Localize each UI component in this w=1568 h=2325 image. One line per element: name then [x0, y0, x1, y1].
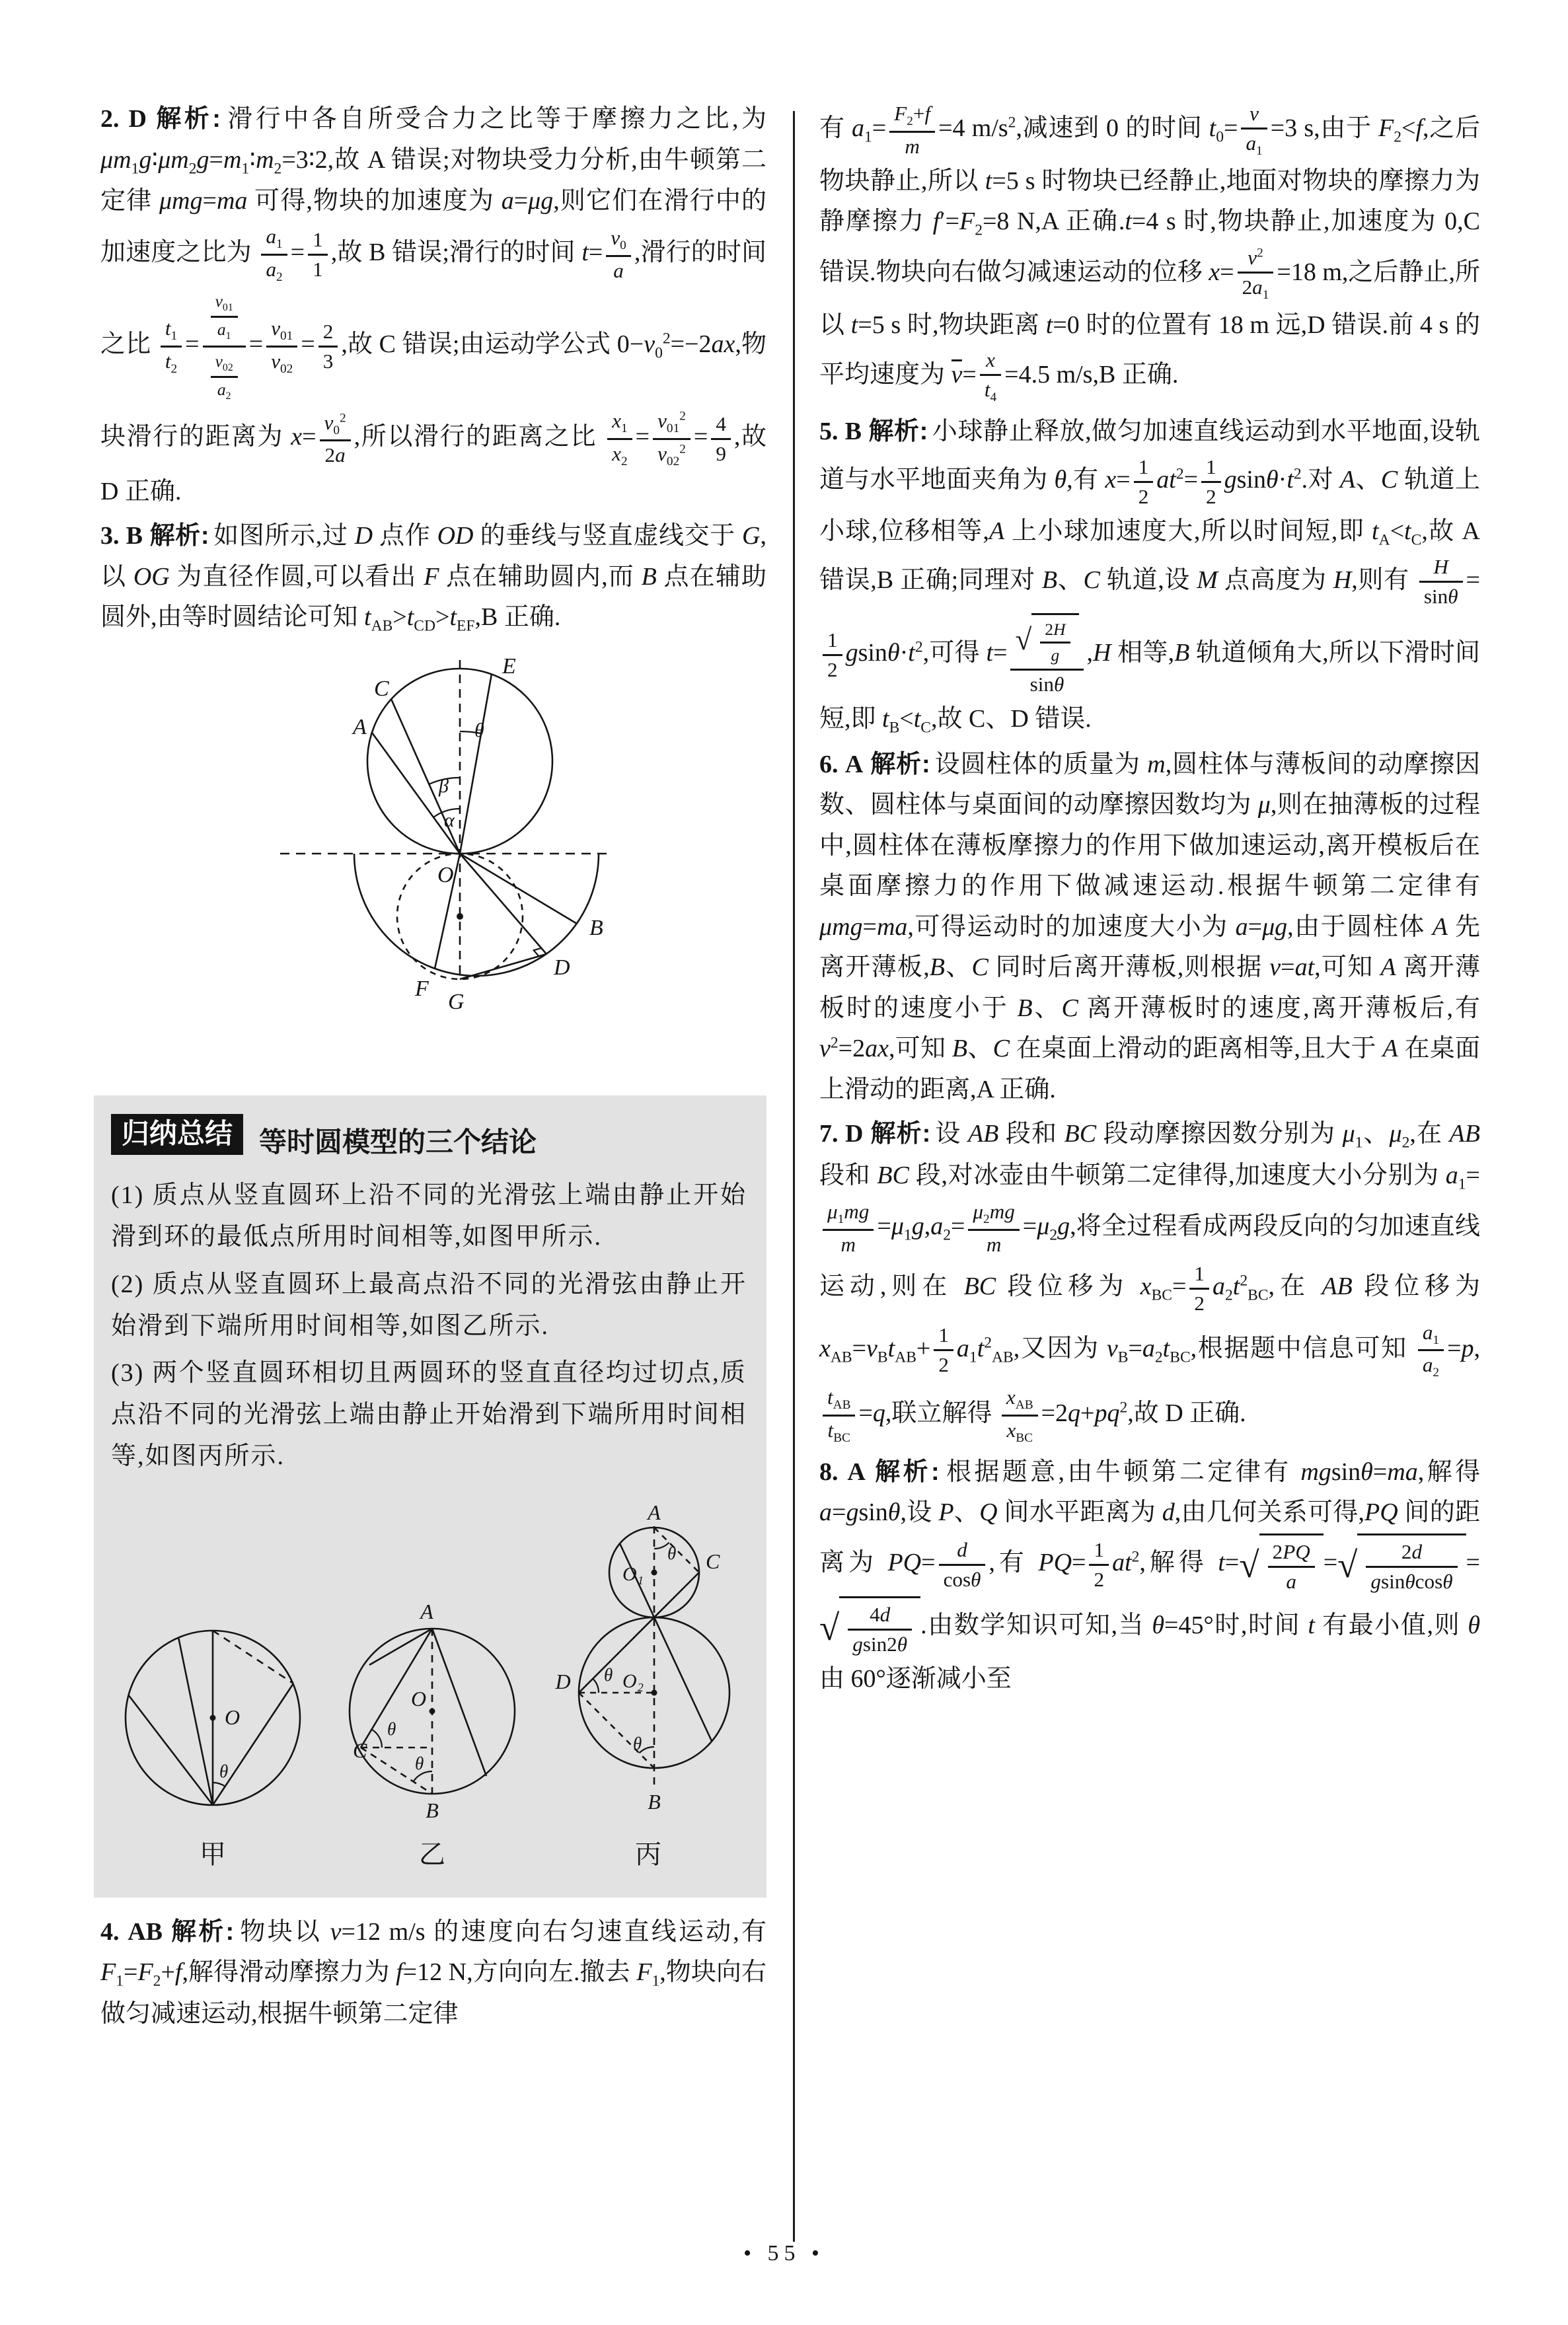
answer-letter: A [844, 750, 864, 778]
point-label-B: B [648, 1789, 661, 1814]
point-label-F: F [415, 977, 429, 1002]
answer-item-4-continued [819, 99, 1480, 408]
point-label-C: C [706, 1549, 720, 1573]
answer-number: 6. [819, 750, 839, 778]
jiexi-label: 解析: [872, 1458, 940, 1486]
angle-label-theta-1: θ [667, 1543, 677, 1563]
point-label-D: D [554, 955, 570, 980]
point-label-D: D [555, 1669, 571, 1693]
answer-item-3 [100, 516, 766, 639]
center-label-O1: O₁ [622, 1563, 644, 1585]
figure-jia [114, 1625, 312, 1871]
summary-item-2: (2) 质点从竖直圆环上最高点沿不同的光滑弦由静止开始滑到下端所用时间相等,如图乙所示. [111, 1270, 747, 1340]
answer-number: 7. [819, 1120, 839, 1148]
angle-label-theta-3: θ [633, 1733, 642, 1753]
point-label-O: O [437, 863, 454, 888]
answer-item-5 [819, 412, 1480, 740]
figure-bing [552, 1500, 744, 1871]
answer-letter: AB [128, 1917, 163, 1946]
answer-body: 设圆柱体的质量为 m,圆柱体与薄板间的动摩擦因数、圆柱体与桌面间的动摩擦因数均为 μ,则在抽薄板的过程中,圆柱体在薄板摩擦力的作用下做加速运动,离开模板后在桌面摩擦力的作用下做减速运动.根据牛顿第二定律有 μmg=ma,可得运动时的加速度大小为 a=μg,由于圆柱体 A 先离开薄板,B、C 同时后离开薄板,则根据 v=at,可知 A 离开薄板时的速度小于 B、C 离开薄板时的速度,离开薄板后,有 $v^2=2ax$,可知 B、C 在桌面上滑动的距离相等,且大于 A 在桌面上滑动的距离,A 正确. [819, 750, 1480, 1103]
center-label-O: O [225, 1705, 241, 1729]
figure-yi [346, 1599, 518, 1871]
answer-body: 物块以 v=12 m/s 的速度向右匀速直线运动,有 $F_1=F_2+f$,解得滑动摩擦力为 f=12 N,方向向左.撤去 $F_1$,物块向右做匀减速运动,根据牛顿第二定律 [100, 1917, 766, 2028]
answer-item-6 [819, 745, 1480, 1111]
summary-item-1: (1) 质点从竖直圆环上沿不同的光滑弦上端由静止开始滑到环的最低点所用时间相等,如图甲所示. [111, 1181, 747, 1251]
answer-item-7 [819, 1114, 1480, 1448]
point-label-C: C [374, 677, 389, 702]
answer-body: 根据题意,由牛顿第二定律有 mgsinθ=ma,解得 a=gsinθ,设 P、Q 间水平距离为 d,由几何关系可得,PQ 间的距离为 PQ= $\frac{d}{\cos\theta}$ ,有 PQ= $\frac{1}{2}$ $at^2$,解得 t=√ $\frac{2PQ}{a}$ =√ $\frac{2d}{gsin\theta\cos\theta}$ =√ $\frac{4d}{gsin2\theta}$ .由数学知识可知,当 θ=45°时,时间 t 有最小值,则 θ 由 60°逐渐减小至 [819, 1458, 1480, 1693]
answer-number: 3. [100, 522, 120, 550]
answer-body: 如图所示,过 D 点作 OD 的垂线与竖直虚线交于 G,以 OG 为直径作圆,可以看出 F 点在辅助圆内,而 B 点在辅助圆外,由等时圆结论可知 $t_{AB}>t_{CD}>t_{EF},B$ 正确. [100, 522, 766, 635]
center-label-O2: O₂ [622, 1670, 644, 1692]
point-label-A: A [353, 715, 367, 740]
summary-title: 等时圆模型的三个结论 [259, 1126, 537, 1158]
answer-item-4 [100, 1912, 766, 2035]
point-label-C: C [353, 1738, 367, 1762]
answer-body: 有 $a_1=$ $\frac{F_2+f}{m}$ =4 $m/s^2$,减速到 0 的时间 $t_0=$ $\frac{v}{a_1}$ =3 s,由于 $F_2<f$,之后物块静止,所以 t=5 s 时物块已经静止,地面对物块的摩擦力为静摩擦力 $f'=F_2=8$ N,A 正确.t=4 s 时,物块静止,加速度为 0,C 错误.物块向右做匀减速运动的位移 x= $\frac{v^2}{2a_1}$ =18 m,之后静止,所以 t=5 s 时,物块距离 t=0 时的位置有 18 m 远,D 错误.前 4 s 的平均速度为 v= $\frac{x}{t_4}$ =4.5 m/s,B 正确. [819, 102, 1480, 405]
angle-label-theta: θ [474, 720, 484, 742]
summary-badge: 归纳总结 [111, 1114, 243, 1155]
angle-label-theta: θ [219, 1761, 229, 1781]
answer-item-2 [100, 99, 766, 512]
jiexi-label: 解析: [870, 750, 930, 778]
answer-letter: A [847, 1458, 866, 1486]
left-column [100, 99, 766, 2039]
summary-box [94, 1095, 766, 1898]
point-label-B: B [426, 1798, 439, 1822]
answer-letter: D [128, 105, 147, 133]
summary-header [111, 1114, 747, 1160]
point-label-A: A [420, 1599, 433, 1623]
answer-body: 设 AB 段和 BC 段动摩擦因数分别为 $\mu_1$、$\mu_2$,在 AB 段和 BC 段,对冰壶由牛顿第二定律得,加速度大小分别为 $a_1=$ $\frac{\mu_1mg}{m}$ $=\mu_1g,a_2=$ $\frac{\mu_2mg}{m}$ $=\mu_2g$,将全过程看成两段反向的匀加速直线运动,则在 BC 段位移为 $x_{BC}=$ $\frac{1}{2}$ $a_2t^2_{BC}$,在 AB 段位移为 $x_{AB}=v_Bt_{AB}+$ $\frac{1}{2}$ $a_1t^2_{AB}$,又因为 $v_B=a_2t_{BC}$,根据题中信息可知 $\frac{a_1}{a_2}$ =p, $t_{AB}$ $t_{BC}$ =q,联立解得 $x_{AB}$ $x_{BC}$ $=2q+pq^2$,故 D 正确. [819, 1120, 1480, 1446]
angle-label-theta-2: θ [415, 1753, 424, 1773]
equal-time-circle-figure [100, 652, 766, 1078]
right-column [819, 99, 1480, 1703]
summary-figure-row [111, 1500, 747, 1871]
answer-letter: B [844, 418, 862, 446]
angle-label-alpha: α [444, 809, 455, 832]
page-number: • 55 • [743, 2241, 825, 2266]
point-label-G: G [448, 990, 465, 1015]
answer-letter: D [845, 1120, 864, 1148]
figure-caption-yi: 乙 [419, 1839, 445, 1869]
column-divider [793, 111, 795, 2242]
answer-letter: B [126, 522, 143, 550]
answer-item-8 [819, 1452, 1480, 1700]
jiexi-label: 解析: [870, 1120, 931, 1148]
figure-caption-bing: 丙 [635, 1839, 661, 1869]
point-label-E: E [502, 654, 516, 679]
jiexi-label: 解析: [868, 418, 928, 446]
answer-number: 8. [819, 1458, 839, 1486]
angle-label-theta-2: θ [604, 1664, 613, 1685]
answer-number: 2. [100, 105, 120, 133]
point-label-A: A [648, 1500, 661, 1524]
angle-label-beta: β [439, 775, 449, 797]
jiexi-label: 解析: [153, 105, 221, 133]
summary-item-3: (3) 两个竖直圆环相切且两圆环的竖直直径均过切点,质点沿不同的光滑弦上端由静止开始滑到下端所用时间相等,如图丙所示. [111, 1358, 747, 1470]
angle-label-theta-1: θ [387, 1718, 396, 1739]
point-label-B: B [589, 916, 603, 941]
center-label-O: O [411, 1686, 427, 1711]
answer-number: 4. [100, 1917, 120, 1946]
answer-number: 5. [819, 418, 839, 446]
answer-body: 小球静止释放,做匀加速直线运动到水平地面,设轨道与水平地面夹角为 θ,有 x= $\frac{1}{2}$ $at^2=$ $\frac{1}{2}$ $gsin\theta\cdot t^2$.对 A、C 轨道上小球,位移相等,A 上小球加速度大,所以时间短,即 $t_A<t_C$,故 A 错误,B 正确;同理对 B、C 轨道,设 M 点高度为 H,则有 $\frac{H}{\sin\theta}$ = $\frac{1}{2}$ $gsin\theta\cdot t^2$,可得 t= √ $\frac{2H}{g}$ sinθ ,H 相等,B 轨道倾角大,所以下滑时间短,即 $t_B<t_C$,故 C、D 错误. [819, 418, 1481, 737]
answer-body: 滑行中各自所受合力之比等于摩擦力之比,为 $\mu m_1g∶\mu m_2g=m_1∶m_2=3∶2$,故 A 错误;对物块受力分析,由牛顿第二定律 μmg=ma 可得,物块的加速度为 a=μg,则它们在滑行中的加速度之比为 $\frac{a_1}{a_2}$ = $\frac{1}{1}$ ,故 B 错误;滑行的时间 t= $\frac{v_0}{a}$ ,滑行的时间之比 $\frac{t_1}{t_2}$ = $\frac{\frac{v_{01}}{a_1}}{\frac{v_{02}}{a_2}}$ = $\frac{v_{01}}{v_{02}}$ = $\frac{2}{3}$ ,故 C 错误;由运动学公式 $0-v_0^2=-2ax$,物块滑行的距离为 x= $\frac{v_0^2}{2a}$ ,所以滑行的距离之比 $\frac{x_1}{x_2}$ = $\frac{v_{01}^2}{v_{02}^2}$ = $\frac{4}{9}$ ,故 D 正确. [100, 105, 766, 505]
jiexi-label: 解析: [149, 522, 209, 550]
jiexi-label: 解析: [168, 1917, 235, 1946]
figure-caption-jia: 甲 [200, 1839, 226, 1869]
